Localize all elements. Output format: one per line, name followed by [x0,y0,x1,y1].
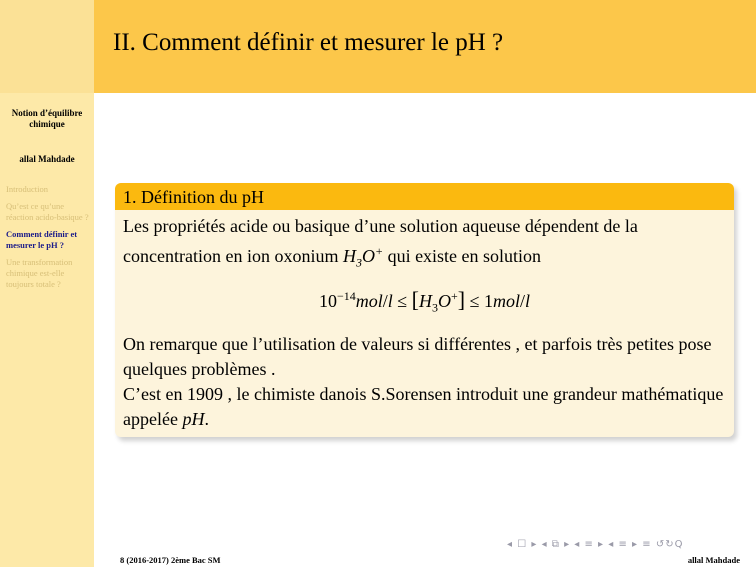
sidebar-section-transformation-totale[interactable]: Une transformation chimique est-elle toujours totale ? [6,257,73,289]
paragraph-concentration-suffix: qui existe en solution [387,246,542,266]
paragraph-history [123,382,726,432]
header-corner [0,0,94,93]
paragraph-history-text: C’est en 1909 , le chimiste danois S.Sorensen introduit une grandeur mathématique appelée [123,384,724,430]
definition-block [115,183,734,437]
nav-search-icon[interactable]: ↺↻Q [655,539,684,550]
nav-section-icon[interactable]: ◂ ≡ ▸ [574,539,605,550]
footer-author: allal Mahdade [687,555,740,565]
sidebar-section-definir-ph[interactable]: Comment définir et mesurer le pH ? [6,229,78,250]
sidebar-section-reaction-acido-basique[interactable]: Qu’est ce qu’une réaction acido-basique ? [6,201,89,222]
paragraph-concentration [123,214,726,276]
nav-frame-icon[interactable]: ◂ ⧉ ▸ [541,539,571,550]
ph-symbol: pH [182,409,205,430]
paragraph-history-end: . [204,409,209,430]
nav-align-icon[interactable]: ≡ [642,539,652,550]
sidebar-section-introduction[interactable]: Introduction [6,184,49,194]
paragraph-remark: On remarque que l’utilisation de valeurs si différentes , et parfois très petites pose quelques problèmes . [123,334,712,380]
block-body [115,210,734,432]
concentration-range-formula: $10^{-14}mol/l \le [H_3O^+] \le 1mol/l$ [318,286,531,315]
paragraph-concentration-text: Les propriétés acide ou basique d’une solution aqueuse dépendent de la concentration en ion oxonium [123,216,638,266]
block-heading: 1. Définition du pH [115,183,734,210]
sidebar [0,93,94,567]
nav-subsection-icon[interactable]: ◂ ≡ ▸ [608,539,639,550]
nav-first-icon[interactable]: ◂ ☐ ▸ [507,539,538,550]
slide-title: II. Comment définir et mesurer le pH ? [113,29,504,56]
sidebar-section-list [6,184,92,296]
sidebar-author: allal Mahdade [19,154,75,164]
footer-course-info: 8 (2016-2017) 2ème Bac SM [120,555,221,565]
beamer-navigation-bar [507,539,683,550]
oxonium-species: $H_3O^+$ [342,244,384,270]
sidebar-presentation-title: Notion d’équilibre chimique [11,108,83,129]
